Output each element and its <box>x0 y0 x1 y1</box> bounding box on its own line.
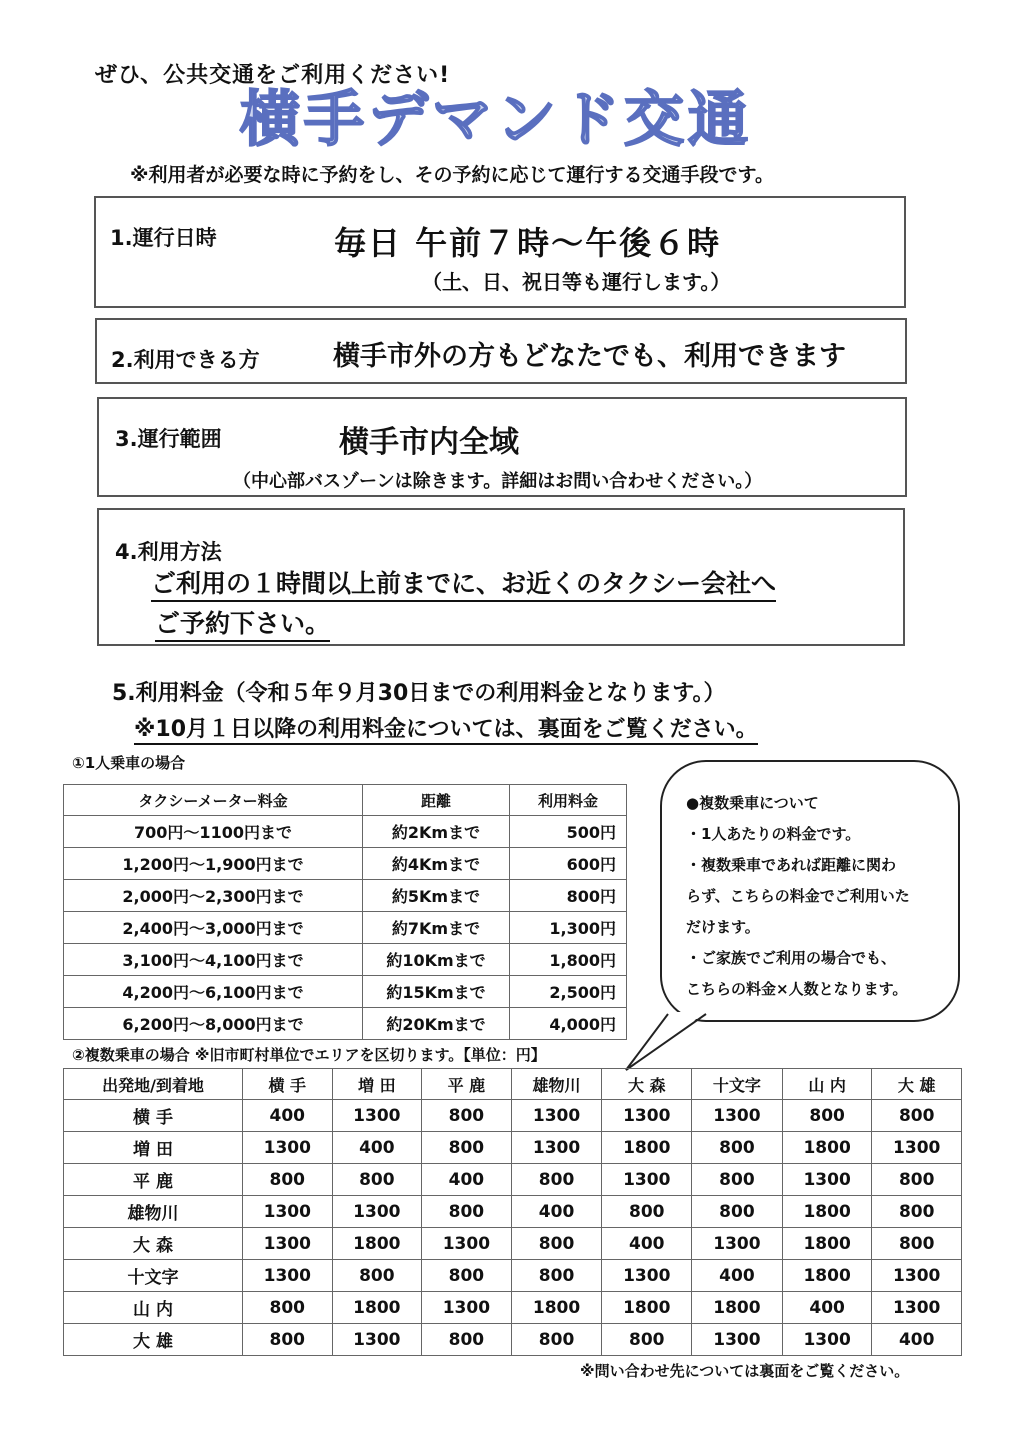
fare-cell: 400 <box>602 1228 692 1260</box>
fare-cell: 1800 <box>782 1132 872 1164</box>
single-ride-fare-table <box>63 784 627 1040</box>
row-header: 横 手 <box>64 1100 243 1132</box>
bubble-line: らず、こちらの料金でご利用いた <box>686 887 910 905</box>
distance: 約5Kmまで <box>363 880 510 912</box>
section-service-area <box>97 397 907 497</box>
fare-cell: 400 <box>511 1196 602 1228</box>
fare-cell: 1300 <box>782 1324 872 1356</box>
fare-cell: 800 <box>511 1164 602 1196</box>
fare-cell: 800 <box>422 1132 512 1164</box>
distance: 約15Kmまで <box>363 976 510 1008</box>
fee: 1,800円 <box>510 944 627 976</box>
fare-cell: 1800 <box>332 1292 422 1324</box>
table-row <box>64 1196 962 1228</box>
row-header: 山 内 <box>64 1292 243 1324</box>
meter-range: 2,000円～2,300円まで <box>64 880 363 912</box>
fare-cell: 1300 <box>243 1196 333 1228</box>
fare-cell: 1300 <box>872 1132 962 1164</box>
fare-cell: 800 <box>872 1196 962 1228</box>
how-to-use-line1: ご利用の１時間以上前までに、お近くのタクシー会社へ <box>151 564 776 602</box>
fare-cell: 1300 <box>422 1292 512 1324</box>
table-row <box>64 1292 962 1324</box>
section-label: 3.運行範囲 <box>115 427 222 451</box>
column-header: 平 鹿 <box>422 1069 512 1100</box>
column-header: 山 内 <box>782 1069 872 1100</box>
fare-cell: 1800 <box>782 1228 872 1260</box>
fare-cell: 1300 <box>243 1260 333 1292</box>
fare-cell: 400 <box>243 1100 333 1132</box>
fare-cell: 800 <box>602 1324 692 1356</box>
fare-cell: 800 <box>332 1260 422 1292</box>
fare-change-note: ※10月１日以降の利用料金については、裏面をご覧ください。 <box>134 712 758 745</box>
column-header: 大 森 <box>602 1069 692 1100</box>
table-row <box>64 1228 962 1260</box>
fare-cell: 1800 <box>332 1228 422 1260</box>
fare-cell: 1300 <box>692 1100 783 1132</box>
fare-cell: 1300 <box>602 1164 692 1196</box>
distance: 約10Kmまで <box>363 944 510 976</box>
fare-cell: 800 <box>602 1196 692 1228</box>
meter-range: 4,200円～6,100円まで <box>64 976 363 1008</box>
column-header: 横 手 <box>243 1069 333 1100</box>
fare-cell: 1300 <box>422 1228 512 1260</box>
fare-cell: 800 <box>692 1132 783 1164</box>
section-label: 2.利用できる方 <box>111 348 260 372</box>
fee: 500円 <box>510 816 627 848</box>
column-header: 大 雄 <box>872 1069 962 1100</box>
fare-cell: 1800 <box>782 1260 872 1292</box>
bubble-line: だけます。 <box>686 918 760 936</box>
distance: 約4Kmまで <box>363 848 510 880</box>
meter-range: 3,100円～4,100円まで <box>64 944 363 976</box>
fare-cell: 1300 <box>782 1164 872 1196</box>
fare-cell: 800 <box>692 1196 783 1228</box>
intro-note: ※利用者が必要な時に予約をし、その予約に応じて運行する交通手段です。 <box>130 164 774 186</box>
fare-cell: 800 <box>422 1196 512 1228</box>
table-row <box>64 1100 962 1132</box>
page-title: 横手デマンド交通 <box>240 85 752 155</box>
section-operating-hours <box>94 196 906 308</box>
row-header: 大 雄 <box>64 1324 243 1356</box>
fare-cell: 1300 <box>872 1260 962 1292</box>
corner-header: 出発地/到着地 <box>64 1069 243 1100</box>
fare-cell: 1300 <box>243 1132 333 1164</box>
fare-cell: 1300 <box>692 1228 783 1260</box>
fare-cell: 400 <box>872 1324 962 1356</box>
row-header: 増 田 <box>64 1132 243 1164</box>
fare-cell: 800 <box>422 1260 512 1292</box>
meter-range: 6,200円～8,000円まで <box>64 1008 363 1040</box>
fare-cell: 800 <box>422 1324 512 1356</box>
fare-cell: 1300 <box>602 1260 692 1292</box>
multi-ride-info-bubble <box>660 760 960 1022</box>
fare-cell: 800 <box>872 1228 962 1260</box>
tagline: ぜひ、公共交通をご利用ください! <box>95 63 451 88</box>
column-header: 利用料金 <box>510 785 627 816</box>
row-header: 十文字 <box>64 1260 243 1292</box>
fare-cell: 1800 <box>511 1292 602 1324</box>
meter-range: 2,400円～3,000円まで <box>64 912 363 944</box>
table-row <box>64 1324 962 1356</box>
fare-cell: 800 <box>692 1164 783 1196</box>
fare-cell: 800 <box>332 1164 422 1196</box>
section-label: 1.運行日時 <box>110 226 217 250</box>
fee: 1,300円 <box>510 912 627 944</box>
distance: 約20Kmまで <box>363 1008 510 1040</box>
fare-cell: 800 <box>511 1228 602 1260</box>
fare-cell: 1300 <box>692 1324 783 1356</box>
table-row <box>64 1164 962 1196</box>
fare-cell: 400 <box>332 1132 422 1164</box>
service-area-note: （中心部バスゾーンは除きます。詳細はお問い合わせください。） <box>233 471 763 492</box>
fare-cell: 800 <box>243 1164 333 1196</box>
fare-cell: 1300 <box>872 1292 962 1324</box>
bubble-line: こちらの料金×人数となります。 <box>686 980 908 998</box>
service-area: 横手市内全域 <box>339 425 519 460</box>
fare-cell: 800 <box>872 1100 962 1132</box>
column-header: タクシーメーター料金 <box>64 785 363 816</box>
row-header: 平 鹿 <box>64 1164 243 1196</box>
fare-cell: 1800 <box>782 1196 872 1228</box>
operating-hours-note: （土、日、祝日等も運行します。） <box>422 270 731 294</box>
table-row <box>64 976 627 1008</box>
meter-range: 700円～1100円まで <box>64 816 363 848</box>
fare-cell: 800 <box>511 1260 602 1292</box>
row-header: 大 森 <box>64 1228 243 1260</box>
fare-cell: 800 <box>422 1100 512 1132</box>
table-row <box>64 848 627 880</box>
fare-cell: 1300 <box>243 1228 333 1260</box>
multi-ride-caption: ②複数乗車の場合 ※旧市町村単位でエリアを区切ります。【単位：円】 <box>72 1046 546 1064</box>
fare-cell: 1300 <box>332 1100 422 1132</box>
fare-cell: 400 <box>692 1260 783 1292</box>
section-eligible-users <box>95 318 907 384</box>
fee: 4,000円 <box>510 1008 627 1040</box>
fare-cell: 800 <box>782 1100 872 1132</box>
fee: 800円 <box>510 880 627 912</box>
bubble-tail <box>620 1010 720 1074</box>
table-row <box>64 816 627 848</box>
table-row <box>64 880 627 912</box>
table-row <box>64 1260 962 1292</box>
fare-cell: 400 <box>422 1164 512 1196</box>
fare-cell: 400 <box>782 1292 872 1324</box>
table-header-row <box>64 1069 962 1100</box>
fare-cell: 800 <box>243 1292 333 1324</box>
fare-cell: 1300 <box>332 1324 422 1356</box>
bubble-line: ・ご家族でご利用の場合でも、 <box>686 949 897 967</box>
fare-heading: 5.利用料金（令和５年９月30日までの利用料金となります。） <box>112 681 726 706</box>
fare-cell: 1300 <box>332 1196 422 1228</box>
table-row <box>64 944 627 976</box>
fare-cell: 1800 <box>602 1292 692 1324</box>
column-header: 雄物川 <box>511 1069 602 1100</box>
meter-range: 1,200円～1,900円まで <box>64 848 363 880</box>
eligible-users: 横手市外の方もどなたでも、利用できます <box>333 341 846 372</box>
column-header: 距離 <box>363 785 510 816</box>
multi-ride-fare-matrix <box>63 1068 962 1356</box>
how-to-use-line2: ご予約下さい。 <box>155 604 330 642</box>
table-row <box>64 912 627 944</box>
fee: 2,500円 <box>510 976 627 1008</box>
table-row <box>64 1008 627 1040</box>
bubble-line: ・1人あたりの料金です。 <box>686 825 861 843</box>
row-header: 雄物川 <box>64 1196 243 1228</box>
fare-cell: 800 <box>243 1324 333 1356</box>
table-row <box>64 1132 962 1164</box>
bubble-line: ・複数乗車であれば距離に関わ <box>686 856 897 874</box>
column-header: 十文字 <box>692 1069 783 1100</box>
column-header: 増 田 <box>332 1069 422 1100</box>
fare-cell: 800 <box>872 1164 962 1196</box>
single-ride-caption: ①1人乗車の場合 <box>72 754 186 772</box>
fare-cell: 1300 <box>602 1100 692 1132</box>
fare-cell: 1800 <box>692 1292 783 1324</box>
section-label: 4.利用方法 <box>115 540 222 564</box>
distance: 約2Kmまで <box>363 816 510 848</box>
fare-cell: 1800 <box>602 1132 692 1164</box>
fare-cell: 1300 <box>511 1100 602 1132</box>
distance: 約7Kmまで <box>363 912 510 944</box>
footer-note: ※問い合わせ先については裏面をご覧ください。 <box>580 1362 910 1380</box>
table-header-row <box>64 785 627 816</box>
bubble-line: ●複数乗車について <box>686 794 819 812</box>
fare-cell: 800 <box>511 1324 602 1356</box>
operating-hours: 毎日 午前７時～午後６時 <box>334 224 722 262</box>
section-how-to-use <box>97 508 905 646</box>
fee: 600円 <box>510 848 627 880</box>
fare-cell: 1300 <box>511 1132 602 1164</box>
